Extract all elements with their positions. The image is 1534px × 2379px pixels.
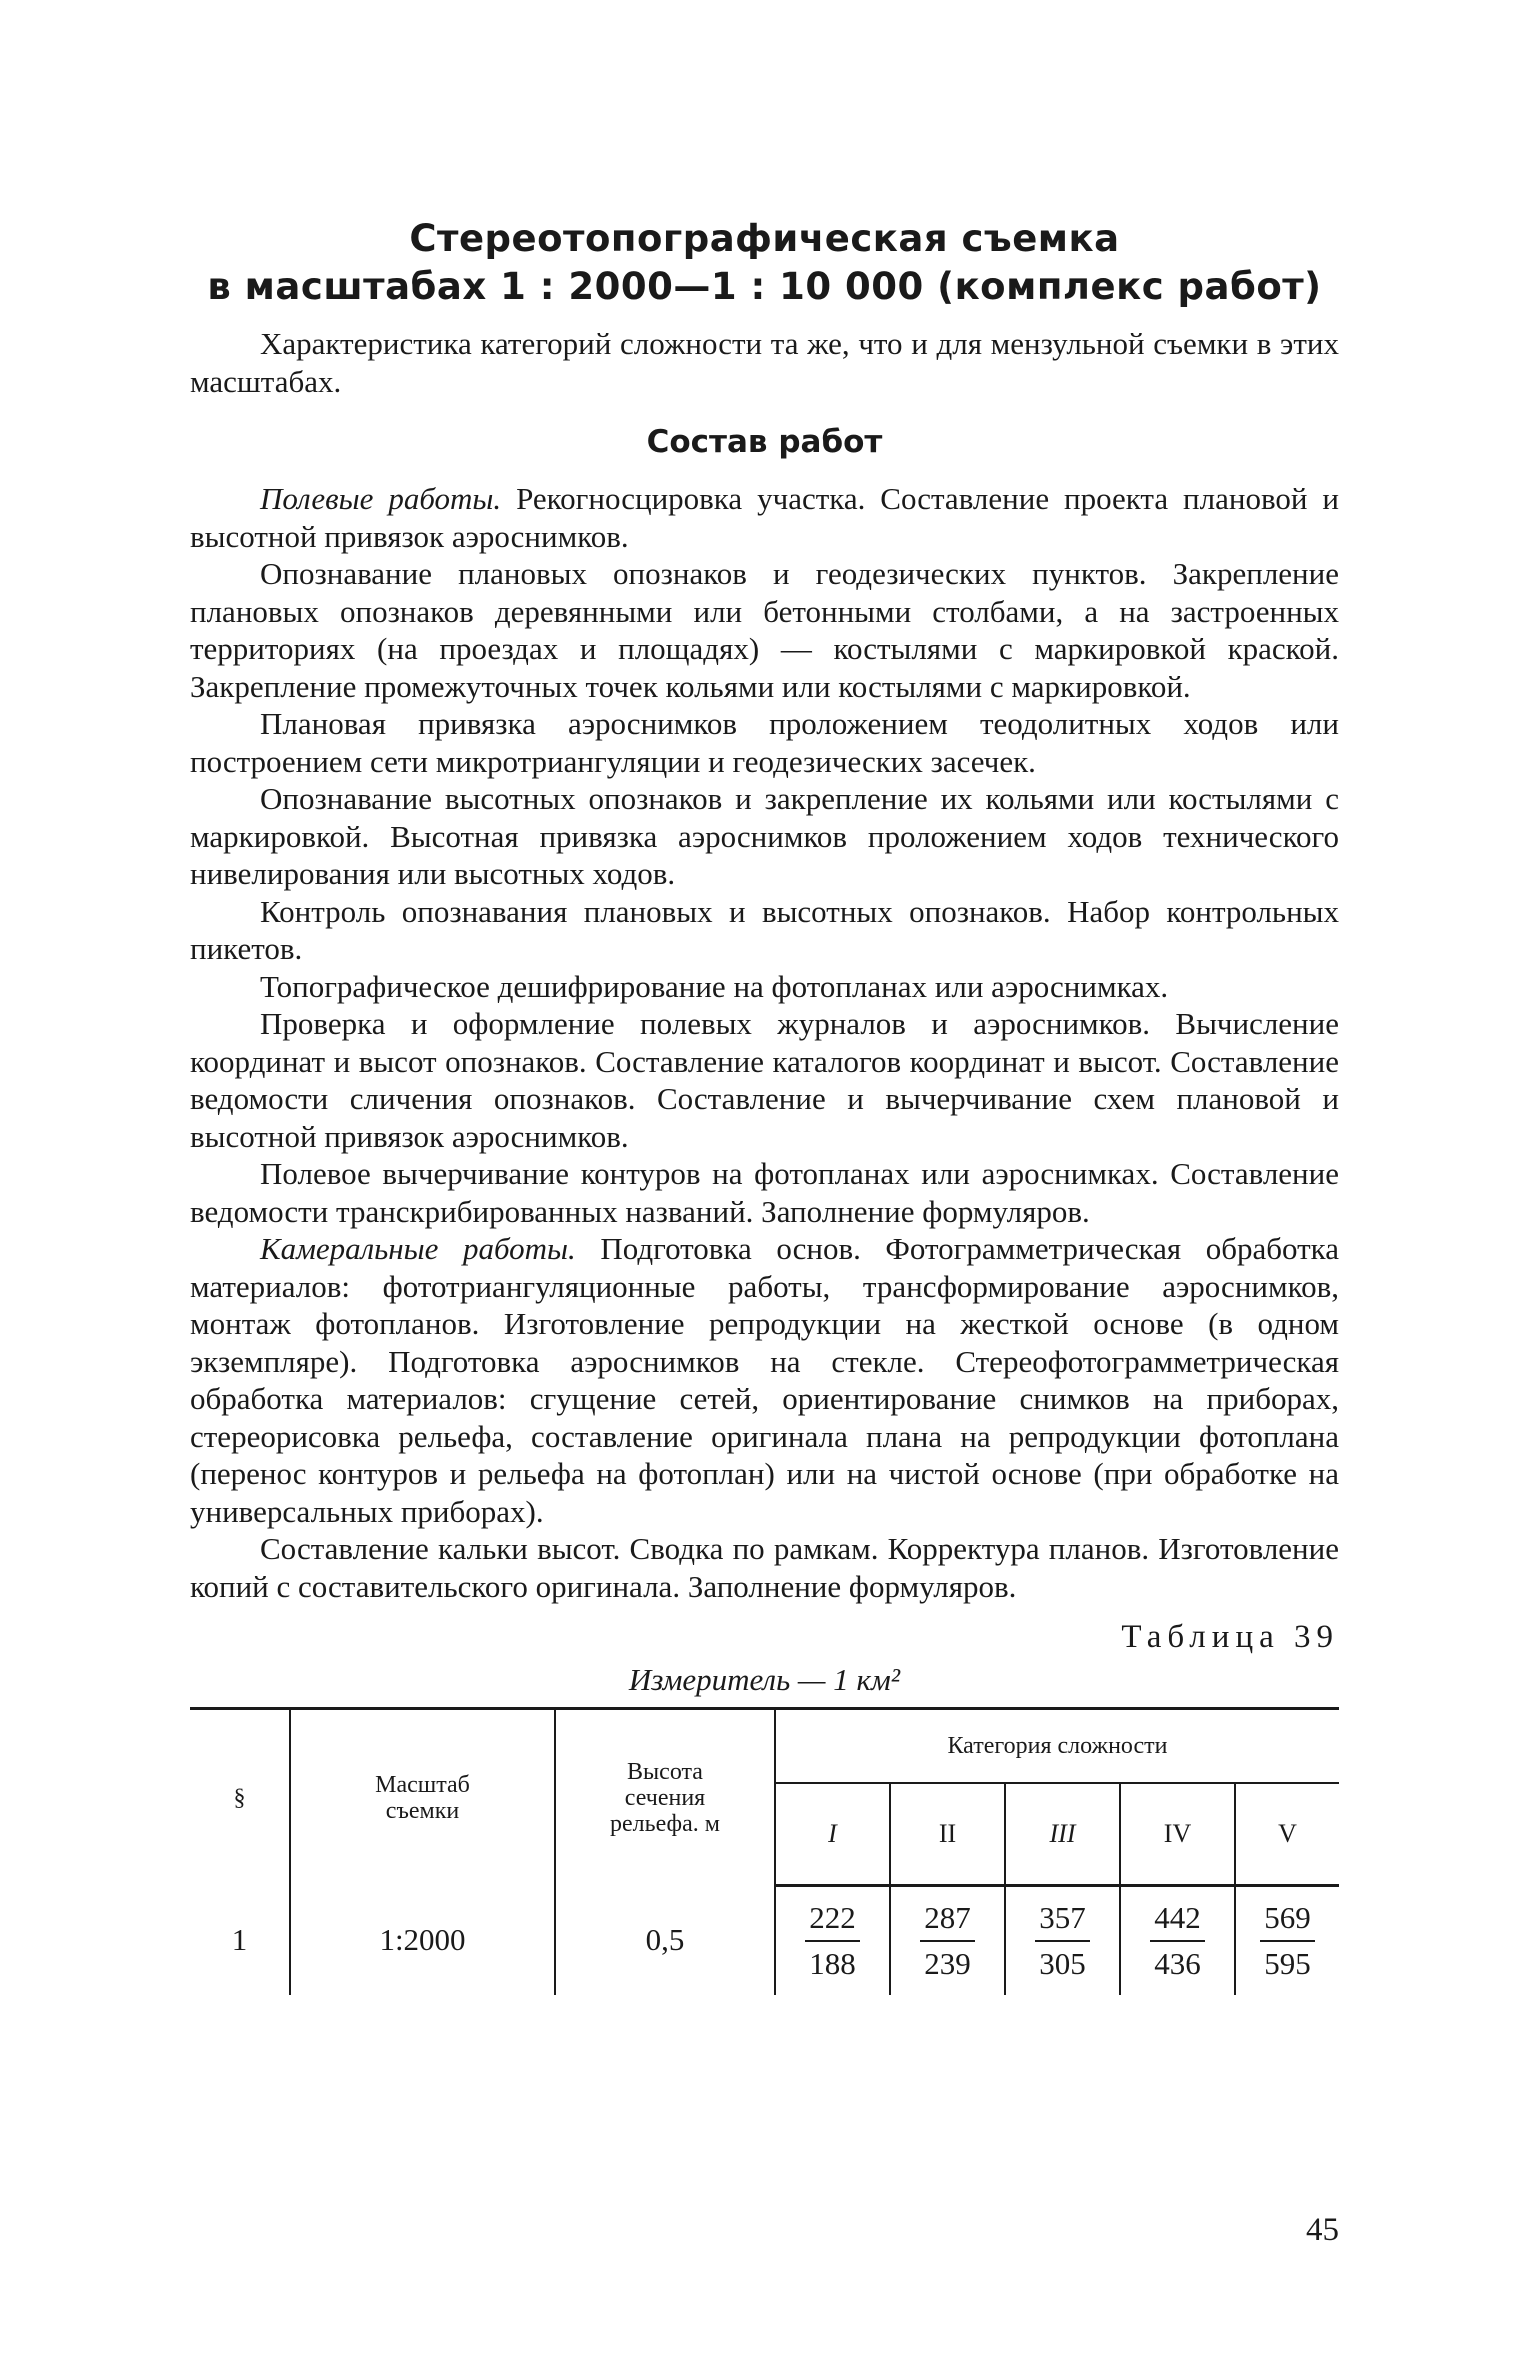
cell-height: 0,5 — [555, 1886, 775, 1996]
header-height-label: Высота сечения рельефа. м — [610, 1758, 720, 1837]
paragraph-text: Проверка и оформление полевых журналов и аэроснимков. Вычисление координат и высот опознаков. Составление каталогов координат и высот. Составление ведомости сличения опознаков. Составление и вычерчивание схем плановой и высотной привязок аэроснимков. — [190, 1006, 1339, 1154]
page-title — [190, 215, 1339, 311]
cell-value-3 — [1005, 1886, 1120, 1996]
header-height — [555, 1709, 775, 1886]
value-4-bottom: 436 — [1154, 1946, 1201, 1981]
cell-value-5 — [1235, 1886, 1339, 1996]
cell-value-2 — [890, 1886, 1005, 1996]
cell-section: 1 — [231, 1922, 248, 1958]
header-section: § — [190, 1709, 290, 1886]
work-paragraph — [190, 1155, 1339, 1230]
cell-value-4 — [1120, 1886, 1235, 1996]
paragraph-label: Полевые работы. — [260, 481, 502, 516]
paragraph-text: Рекогносцировка участка. Составление проекта плановой и высотной привязок аэроснимков. — [190, 481, 1339, 554]
header-category-4: IV — [1120, 1783, 1235, 1886]
title-line-2: в масштабах 1 : 2000—1 : 10 000 (комплекс работ) — [207, 265, 1322, 308]
paragraph-text: Контроль опознавания плановых и высотных опознаков. Набор контрольных пикетов. — [190, 893, 1339, 966]
value-1-bottom: 188 — [809, 1946, 856, 1981]
paragraph-text: Опознавание плановых опознаков и геодезических пунктов. Закрепление плановых опознаков деревянными или бетонными столбами, а на застроенных территориях (на проездах и площадях) — костылями с маркировкой краской. Закрепление промежуточных точек кольями или костылями с маркировкой. — [190, 556, 1339, 704]
paragraph-text: Составление кальки высот. Сводка по рамкам. Корректура планов. Изготовление копий с составительского оригинала. Заполнение формуляров. — [190, 1531, 1339, 1604]
table-caption: Таблица 39 — [1121, 1619, 1339, 1655]
value-2-top: 287 — [920, 1896, 975, 1942]
header-scale-label: Масштаб съемки — [375, 1771, 470, 1824]
paragraph-text: Плановая привязка аэроснимков проложением теодолитных ходов или построением сети микротриангуляции и геодезических засечек. — [190, 706, 1339, 779]
work-paragraph — [190, 1230, 1339, 1530]
intro-paragraph: Характеристика категорий сложности та же, что и для мензульной съемки в этих масштабах. — [190, 326, 1339, 399]
work-paragraph — [190, 480, 1339, 555]
table-unit: Измеритель — 1 км² — [628, 1662, 901, 1697]
header-category-2: II — [890, 1783, 1005, 1886]
header-scale — [290, 1709, 555, 1886]
paragraph-label: Камеральные работы. — [260, 1231, 576, 1266]
paragraph-text: Опознавание высотных опознаков и закрепление их кольями или костылями с маркировкой. Высотная привязка аэроснимков проложением ходов технического нивелирования или высотных ходов. — [190, 781, 1339, 891]
value-4-top: 442 — [1150, 1896, 1205, 1942]
paragraph-text: Топографическое дешифрирование на фотопланах или аэроснимках. — [260, 968, 1169, 1004]
header-category-5: V — [1235, 1783, 1339, 1886]
header-category-3: III — [1005, 1783, 1120, 1886]
value-5-bottom: 595 — [1264, 1946, 1311, 1981]
page-number: 45 — [1306, 2212, 1339, 2248]
cell-scale: 1:2000 — [290, 1886, 555, 1996]
value-3-bottom: 305 — [1039, 1946, 1086, 1981]
work-paragraph — [190, 1530, 1339, 1605]
table-row — [190, 1886, 1339, 1996]
work-paragraph — [190, 1005, 1339, 1155]
value-5-top: 569 — [1260, 1896, 1315, 1942]
value-3-top: 357 — [1035, 1896, 1090, 1942]
work-paragraph — [190, 780, 1339, 893]
cell-value-1 — [775, 1886, 890, 1996]
work-paragraph — [190, 893, 1339, 968]
title-line-1: Стереотопографическая съемка — [409, 217, 1120, 260]
value-1-top: 222 — [805, 1896, 860, 1942]
section-title: Состав работ — [646, 424, 883, 460]
header-category-1: I — [775, 1783, 890, 1886]
work-paragraph — [190, 555, 1339, 705]
header-category: Категория сложности — [775, 1709, 1339, 1784]
data-table — [190, 1707, 1339, 1995]
paragraph-text: Полевое вычерчивание контуров на фотопланах или аэроснимках. Составление ведомости транскрибированных названий. Заполнение формуляров. — [190, 1156, 1339, 1229]
work-paragraph — [190, 705, 1339, 780]
paragraph-text: Подготовка основ. Фотограмметрическая обработка материалов: фототриангуляционные работы, трансформирование аэроснимков, монтаж фотопланов. Изготовление репродукции на жесткой основе (в одном экземпляре). Подготовка аэроснимков на стекле. Стереофотограмметрическая обработка материалов: сгущение сетей, ориентирование снимков на приборах, стереорисовка рельефа, составление оригинала плана на репродукции фотоплана (перенос контуров и рельефа на фотоплан) или на чистой основе (при обработке на универсальных приборах). — [190, 1231, 1339, 1529]
work-paragraph — [190, 968, 1339, 1006]
work-list — [190, 480, 1339, 1605]
value-2-bottom: 239 — [924, 1946, 971, 1981]
